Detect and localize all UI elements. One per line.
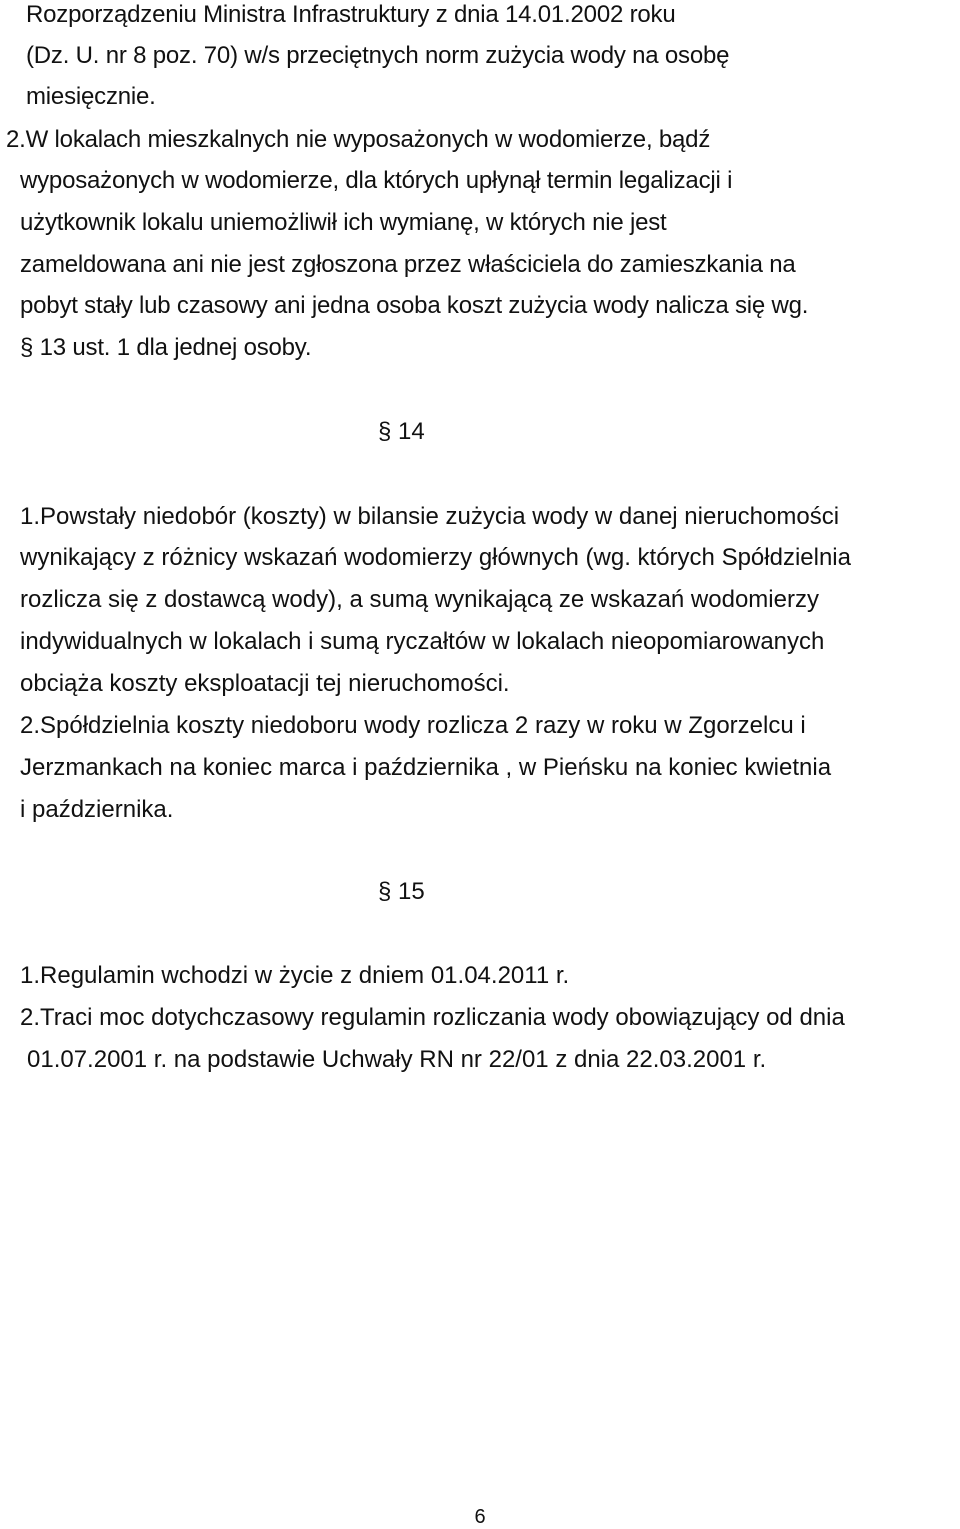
sec14-para1-line-1: 1.Powstały niedobór (koszty) w bilansie zużycia wody w danej nieruchomości xyxy=(20,503,840,530)
para2-line-6: § 13 ust. 1 dla jednej osoby. xyxy=(20,334,312,361)
sec14-para2-line-2: Jerzmankach na koniec marca i października , w Pieńsku na koniec kwietnia xyxy=(20,754,832,781)
intro-line-1: Rozporządzeniu Ministra Infrastruktury z dnia 14.01.2002 roku xyxy=(26,1,676,28)
para2-line-1: 2.W lokalach mieszkalnych nie wyposażonych w wodomierze, bądź xyxy=(6,126,711,153)
sec15-para1: 1.Regulamin wchodzi w życie z dniem 01.04.2011 r. xyxy=(20,962,570,989)
sec15-para2-line-1: 2.Traci moc dotychczasowy regulamin rozliczania wody obowiązujący od dnia xyxy=(20,1004,845,1031)
sec15-para2-line-2: 01.07.2001 r. na podstawie Uchwały RN nr 22/01 z dnia 22.03.2001 r. xyxy=(27,1046,767,1073)
para2-line-5: pobyt stały lub czasowy ani jedna osoba koszt zużycia wody nalicza się wg. xyxy=(20,292,809,319)
intro-line-3: miesięcznie. xyxy=(26,83,156,110)
intro-line-2: (Dz. U. nr 8 poz. 70) w/s przeciętnych norm zużycia wody na osobę xyxy=(26,42,730,69)
sec14-para1-line-4: indywidualnych w lokalach i sumą ryczałtów w lokalach nieopomiarowanych xyxy=(20,628,825,655)
sec14-para1-line-3: rozlicza się z dostawcą wody), a sumą wynikającą ze wskazań wodomierzy xyxy=(20,586,819,613)
section-15-heading: § 15 xyxy=(378,878,425,905)
para2-line-3: użytkownik lokalu uniemożliwił ich wymianę, w których nie jest xyxy=(20,209,667,236)
sec14-para2-line-3: i października. xyxy=(20,796,174,823)
para2-line-4: zameldowana ani nie jest zgłoszona przez właściciela do zamieszkania na xyxy=(20,251,796,278)
sec14-para2-line-1: 2.Spółdzielnia koszty niedoboru wody rozlicza 2 razy w roku w Zgorzelcu i xyxy=(20,712,806,739)
section-14-heading: § 14 xyxy=(378,418,425,445)
sec14-para1-line-5: obciąża koszty eksploatacji tej nieruchomości. xyxy=(20,670,510,697)
para2-line-2: wyposażonych w wodomierze, dla których upłynął termin legalizacji i xyxy=(20,167,733,194)
page-number: 6 xyxy=(474,1506,486,1528)
sec14-para1-line-2: wynikający z różnicy wskazań wodomierzy głównych (wg. których Spółdzielnia xyxy=(20,544,851,571)
